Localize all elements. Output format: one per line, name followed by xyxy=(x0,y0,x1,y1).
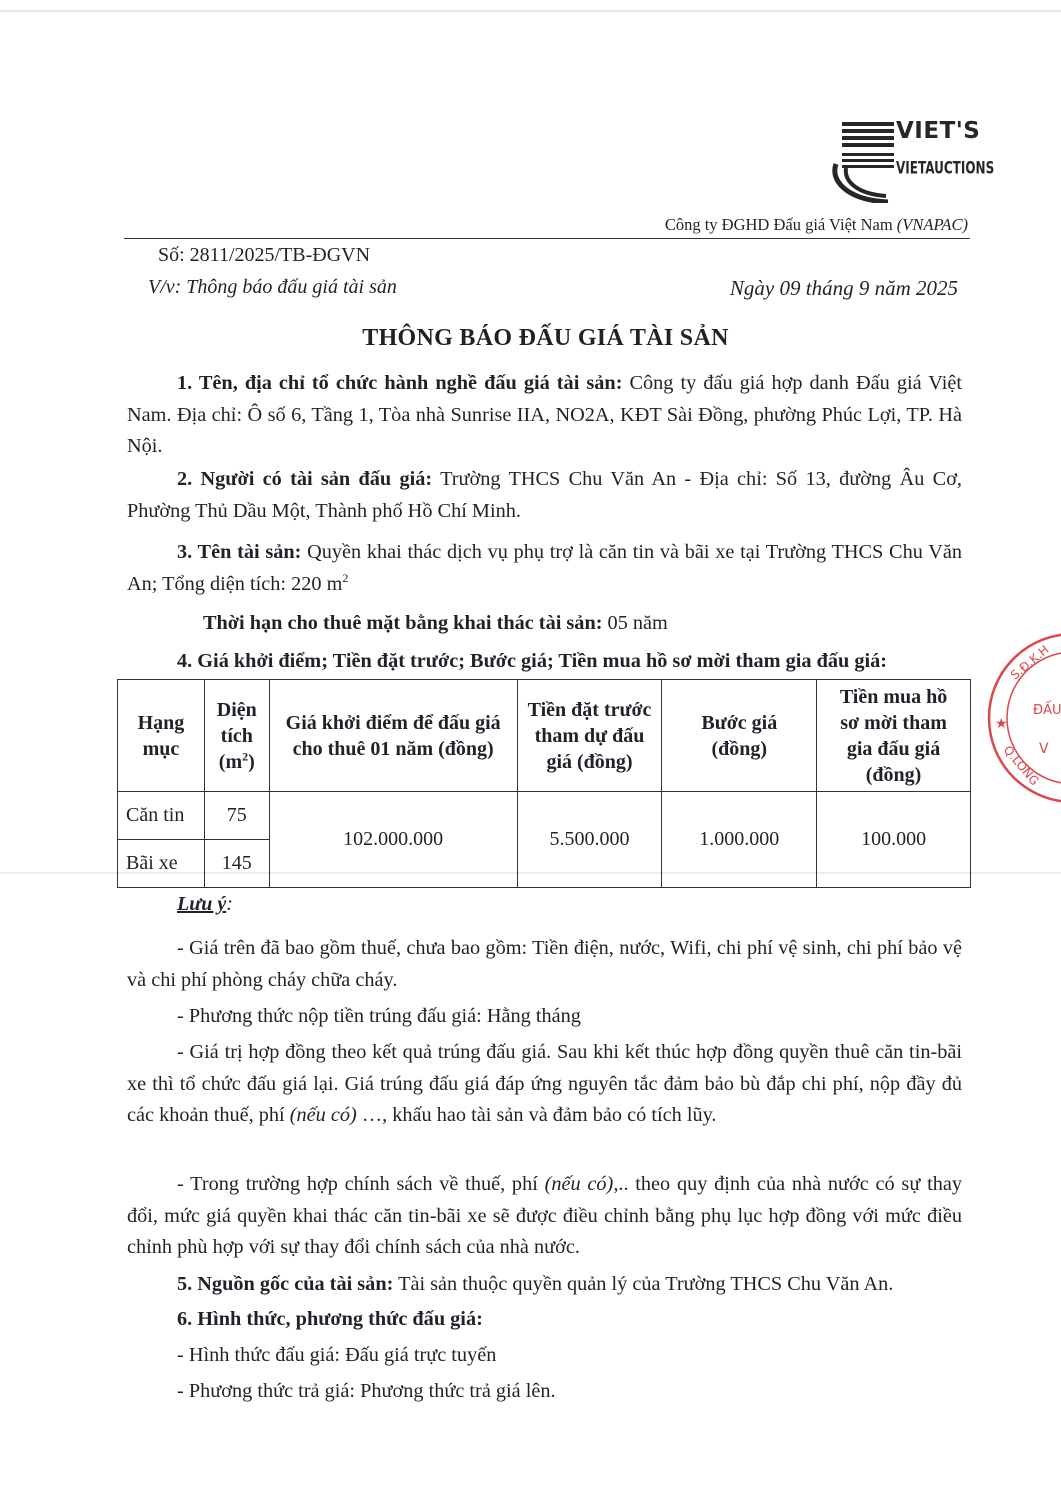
section-2-label: 2. Người có tài sản đấu giá: xyxy=(177,468,433,490)
page-title: THÔNG BÁO ĐẤU GIÁ TÀI SẢN xyxy=(362,325,729,351)
note-4-italic: (nếu có) xyxy=(544,1173,614,1195)
note-4 xyxy=(127,1169,962,1264)
step-cell: 1.000.000 xyxy=(662,792,817,888)
section-3-label: 3. Tên tài sản: xyxy=(177,541,302,563)
section-3 xyxy=(127,537,962,600)
company-name xyxy=(560,215,968,235)
header-start-price-text: Giá khởi điểm để đấu giá cho thuê 01 năm (đồng) xyxy=(285,711,501,760)
svg-text:Q.LONG: Q.LONG xyxy=(1000,742,1042,789)
note-3-text: - Giá trị hợp đồng theo kết quả trúng đấu giá. Sau khi kết thúc hợp đồng quyền thuê căn tin-bãi xe thì tổ chức đấu giá lại. Giá trúng đấu giá đáp ứng nguyên tắc đảm bảo bù đắp chi phí, nộp đầy đủ các khoản thuế, phí xyxy=(127,1041,962,1126)
section-1-label: 1. Tên, địa chỉ tổ chức hành nghề đấu giá tài sản: xyxy=(177,372,623,394)
scan-edge-top xyxy=(0,10,1061,12)
table-header-row xyxy=(118,680,971,792)
price-table xyxy=(117,679,971,888)
header-step-text: Bước giá (đồng) xyxy=(701,711,778,760)
header-deposit-text: Tiền đặt trước tham dự đấu giá (đồng) xyxy=(527,698,652,773)
notes-title xyxy=(177,893,233,916)
row-area-cell: 145 xyxy=(204,840,269,888)
company-name-text: Công ty ĐGHD Đấu giá Việt Nam xyxy=(664,215,897,234)
header-area xyxy=(204,680,269,792)
note-1: - Giá trên đã bao gồm thuế, chưa bao gồm: Tiền điện, nước, Wifi, chi phí vệ sinh, chi phí bảo vệ và chi phí phòng cháy chữa cháy. xyxy=(127,937,962,991)
header-item xyxy=(118,680,205,792)
section-5-text: Tài sản thuộc quyền quản lý của Trường THCS Chu Văn An. xyxy=(393,1273,894,1295)
header-start-price xyxy=(269,680,517,792)
header-deposit xyxy=(517,680,662,792)
seal-stamp-icon xyxy=(985,628,1061,808)
note-4-text-end: ,.. theo quy định của nhà nước có sự thay đổi, mức giá quyền khai thác căn tin-bãi xe sẽ được điều chỉnh bằng phụ lục hợp đồng với mức điều chỉnh phù hợp với sự thay đổi chính sách của nhà nước. xyxy=(127,1173,962,1258)
section-2-text: Trường THCS Chu Văn An - Địa chỉ: Số 13, đường Âu Cơ, Phường Thủ Dầu Một, Thành phố Hồ Chí Minh. xyxy=(127,468,962,522)
svg-text:V: V xyxy=(1039,741,1049,757)
row-item-cell: Bãi xe xyxy=(118,840,205,888)
section-1 xyxy=(127,368,962,463)
deposit-cell: 5.500.000 xyxy=(517,792,662,888)
note-3-italic: (nếu có) xyxy=(289,1104,357,1126)
section-4-label: 4. Giá khởi điểm; Tiền đặt trước; Bước giá; Tiền mua hồ sơ mời tham gia đấu giá: xyxy=(177,650,888,672)
logo-emblem-icon xyxy=(828,118,898,203)
section-2 xyxy=(127,464,962,527)
logo-brand-text: VIET'S xyxy=(896,118,981,144)
section-1-text: Công ty đấu giá hợp danh Đấu giá Việt Nam. Địa chỉ: Ô số 6, Tầng 1, Tòa nhà Sunrise IIA, NO2A, KĐT Sài Đồng, phường Phúc Lợi, TP. Hà Nội. xyxy=(127,372,962,457)
header-area-sup: 2 xyxy=(242,748,249,763)
section-6-item-1: - Hình thức đấu giá: Đấu giá trực tuyến xyxy=(177,1344,497,1366)
svg-text:ĐẤU: ĐẤU xyxy=(1033,703,1061,718)
row-item-cell: Căn tin xyxy=(118,792,205,840)
row-area-cell: 75 xyxy=(204,792,269,840)
header-fee-text: Tiền mua hồ sơ mời tham gia đấu giá (đồng) xyxy=(839,685,948,786)
start-price-cell: 102.000.000 xyxy=(269,792,517,888)
lease-term xyxy=(203,608,963,640)
document-number: Số: 2811/2025/TB-ĐGVN xyxy=(158,244,371,266)
header-fee xyxy=(817,680,971,792)
lease-term-value: 05 năm xyxy=(602,612,668,634)
section-6-label: 6. Hình thức, phương thức đấu giá: xyxy=(177,1308,483,1330)
svg-text:S.Đ.K.H: S.Đ.K.H xyxy=(1007,642,1052,683)
official-seal-stamp xyxy=(985,628,1061,808)
section-4-heading xyxy=(177,646,967,678)
table-row xyxy=(118,792,971,840)
header-area-text: Diện tích (m xyxy=(216,698,257,773)
logo-sub-text: VIETAUCTIONS xyxy=(896,158,995,178)
note-2: - Phương thức nộp tiền trúng đấu giá: Hằng tháng xyxy=(177,1005,581,1027)
notes-title-colon: : xyxy=(226,893,233,915)
note-4-text: - Trong trường hợp chính sách về thuế, phí xyxy=(177,1173,545,1195)
header-step xyxy=(662,680,817,792)
header-item-text: Hạng mục xyxy=(137,711,185,760)
fee-cell: 100.000 xyxy=(817,792,971,888)
notes-title-text: Lưu ý xyxy=(177,893,227,915)
svg-text:★: ★ xyxy=(995,716,1008,732)
section-5-label: 5. Nguồn gốc của tài sản: xyxy=(177,1273,394,1295)
section-6 xyxy=(127,1304,962,1336)
note-3-text-end: …, khấu hao tài sản và đảm bảo có tích lũy. xyxy=(356,1104,717,1126)
document-subject: V/v: Thông báo đấu giá tài sản xyxy=(148,276,397,298)
document-date: Ngày 09 tháng 9 năm 2025 xyxy=(729,276,958,300)
company-abbr: (VNAPAC) xyxy=(896,215,968,234)
header-area-close: ) xyxy=(248,750,255,773)
note-3 xyxy=(127,1037,962,1132)
section-3-text: Quyền khai thác dịch vụ phụ trợ là căn tin và bãi xe tại Trường THCS Chu Văn An; Tổng diện tích: 220 m xyxy=(127,541,962,595)
section-6-item-2: - Phương thức trả giá: Phương thức trả giá lên. xyxy=(177,1380,556,1402)
lease-term-label: Thời hạn cho thuê mặt bằng khai thác tài sản: xyxy=(203,612,603,634)
section-5 xyxy=(127,1269,962,1301)
vietauctions-logo xyxy=(828,118,995,203)
area-unit-superscript: 2 xyxy=(342,570,349,585)
header-rule xyxy=(124,238,970,239)
